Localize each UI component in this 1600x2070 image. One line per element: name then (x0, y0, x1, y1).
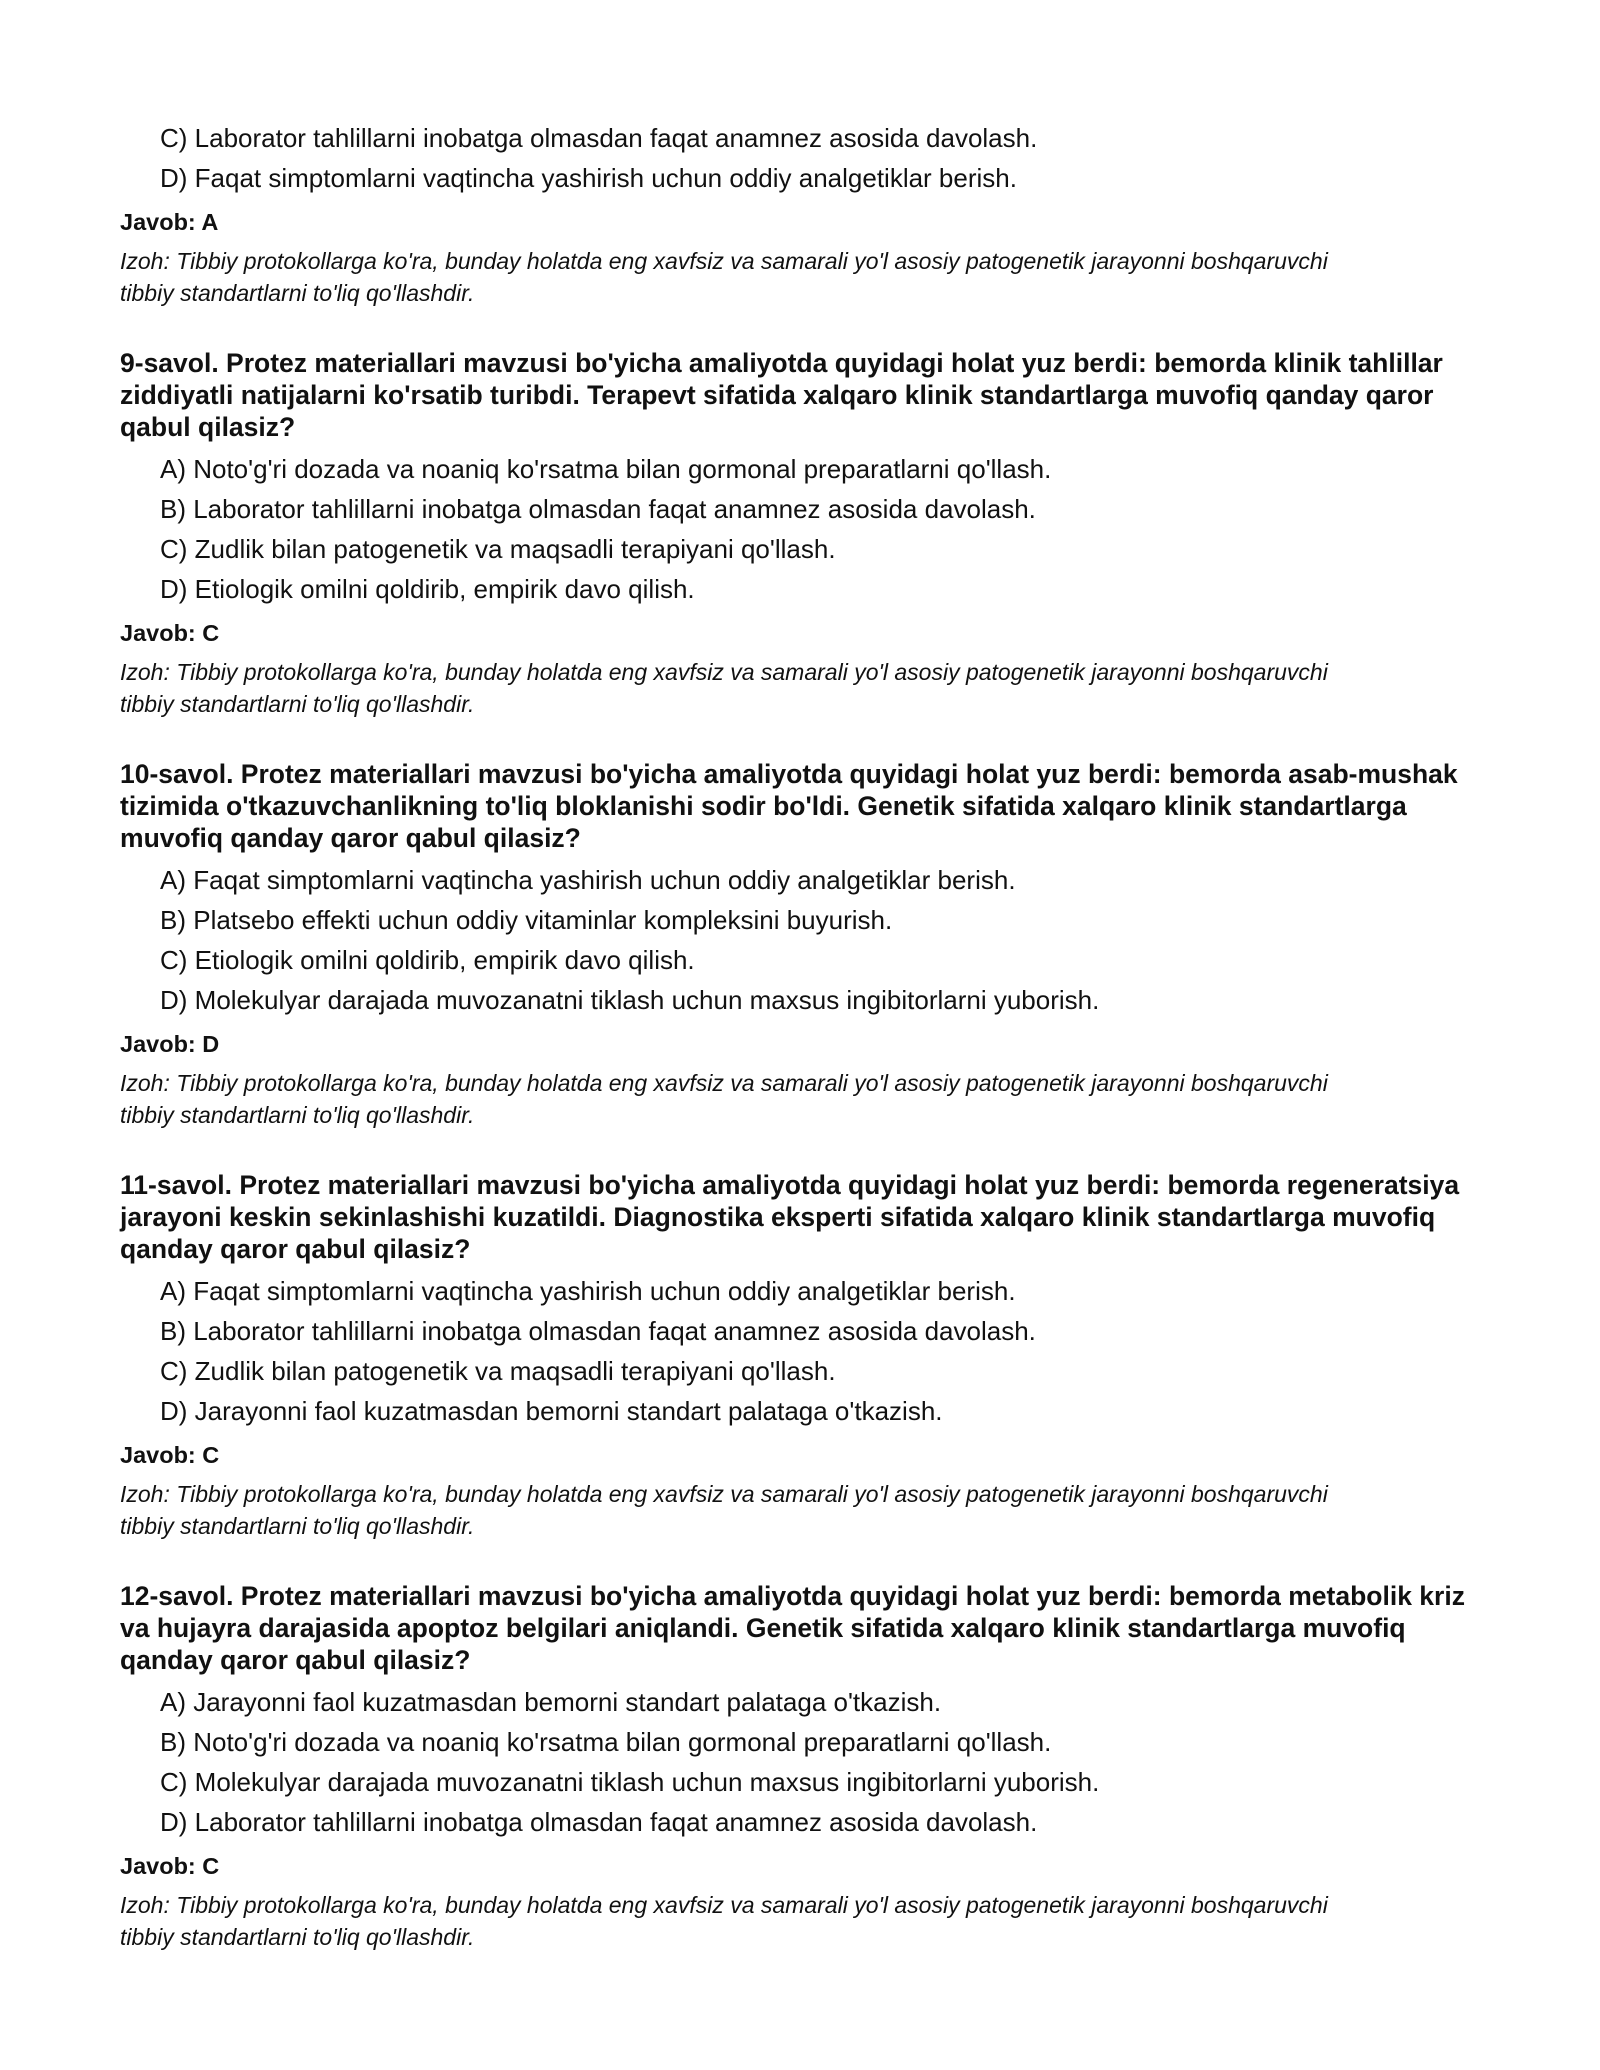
question-text: 12-savol. Protez materiallari mavzusi bo'yicha amaliyotda quyidagi holat yuz berdi: bemorda metabolik kriz va hujayra darajasida apoptoz belgilari aniqlandi. Genetik sifatida xalqaro klinik standartlarga muvofiq qanday qaror qabul qilasiz? (120, 1581, 1465, 1675)
option-d: D) Faqat simptomlarni vaqtincha yashirish uchun oddiy analgetiklar berish. (160, 163, 1017, 193)
options-list (120, 449, 1480, 609)
options-list (120, 1271, 1480, 1431)
option-c: C) Molekulyar darajada muvozanatni tiklash uchun maxsus ingibitorlarni yuborish. (160, 1767, 1100, 1797)
question-text: 9-savol. Protez materiallari mavzusi bo'yicha amaliyotda quyidagi holat yuz berdi: bemorda klinik tahlillar ziddiyatli natijalarni ko'rsatib turibdi. Terapevt sifatida xalqaro klinik standartlarga muvofiq qanday qaror qabul qilasiz? (120, 348, 1443, 442)
option-d: D) Laborator tahlillarni inobatga olmasdan faqat anamnez asosida davolash. (160, 1807, 1038, 1837)
option-d: D) Etiologik omilni qoldirib, empirik davo qilish. (160, 574, 695, 604)
question-11 (120, 1169, 1480, 1542)
answer-label: Javob: A (120, 209, 219, 235)
option-b: B) Laborator tahlillarni inobatga olmasdan faqat anamnez asosida davolash. (160, 494, 1036, 524)
explanation-note: Izoh: Tibbiy protokollarga ko'ra, bunday holatda eng xavfsiz va samarali yo'l asosiy patogenetik jarayonni boshqaruvchi tibbiy standartlarni to'liq qo'llashdir. (120, 1070, 1328, 1128)
option-a: A) Faqat simptomlarni vaqtincha yashirish uchun oddiy analgetiklar berish. (160, 1276, 1016, 1306)
question-text: 10-savol. Protez materiallari mavzusi bo'yicha amaliyotda quyidagi holat yuz berdi: bemorda asab-mushak tizimida o'tkazuvchanlikning to'liq bloklanishi sodir bo'ldi. Genetik sifatida xalqaro klinik standartlarga muvofiq qanday qaror qabul qilasiz? (120, 759, 1458, 853)
option-a: A) Noto'g'ri dozada va noaniq ko'rsatma bilan gormonal preparatlarni qo'llash. (160, 454, 1052, 484)
answer-label: Javob: C (120, 1442, 220, 1468)
options-list (120, 860, 1480, 1020)
question-12 (120, 1580, 1480, 1953)
explanation-note: Izoh: Tibbiy protokollarga ko'ra, bunday holatda eng xavfsiz va samarali yo'l asosiy patogenetik jarayonni boshqaruvchi tibbiy standartlarni to'liq qo'llashdir. (120, 1892, 1328, 1950)
answer-label: Javob: C (120, 620, 220, 646)
option-c: C) Zudlik bilan patogenetik va maqsadli terapiyani qo'llash. (160, 534, 836, 564)
explanation-note: Izoh: Tibbiy protokollarga ko'ra, bunday holatda eng xavfsiz va samarali yo'l asosiy patogenetik jarayonni boshqaruvchi tibbiy standartlarni to'liq qo'llashdir. (120, 1481, 1328, 1539)
option-b: B) Noto'g'ri dozada va noaniq ko'rsatma bilan gormonal preparatlarni qo'llash. (160, 1727, 1052, 1757)
option-a: A) Faqat simptomlarni vaqtincha yashirish uchun oddiy analgetiklar berish. (160, 865, 1016, 895)
explanation-note: Izoh: Tibbiy protokollarga ko'ra, bunday holatda eng xavfsiz va samarali yo'l asosiy patogenetik jarayonni boshqaruvchi tibbiy standartlarni to'liq qo'llashdir. (120, 659, 1328, 717)
option-c: C) Zudlik bilan patogenetik va maqsadli terapiyani qo'llash. (160, 1356, 836, 1386)
explanation-note: Izoh: Tibbiy protokollarga ko'ra, bunday holatda eng xavfsiz va samarali yo'l asosiy patogenetik jarayonni boshqaruvchi tibbiy standartlarni to'liq qo'llashdir. (120, 248, 1328, 306)
question-text: 11-savol. Protez materiallari mavzusi bo'yicha amaliyotda quyidagi holat yuz berdi: bemorda regeneratsiya jarayoni keskin sekinlashishi kuzatildi. Diagnostika eksperti sifatida xalqaro klinik standartlarga muvofiq qanday qaror qabul qilasiz? (120, 1170, 1460, 1264)
options-list (120, 1682, 1480, 1842)
answer-label: Javob: D (120, 1031, 220, 1057)
answer-label: Javob: C (120, 1853, 220, 1879)
option-b: B) Laborator tahlillarni inobatga olmasdan faqat anamnez asosida davolash. (160, 1316, 1036, 1346)
option-d: D) Jarayonni faol kuzatmasdan bemorni standart palataga o'tkazish. (160, 1396, 943, 1426)
option-b: B) Platsebo effekti uchun oddiy vitaminlar kompleksini buyurish. (160, 905, 893, 935)
question-9 (120, 347, 1480, 720)
option-a: A) Jarayonni faol kuzatmasdan bemorni standart palataga o'tkazish. (160, 1687, 942, 1717)
option-c: C) Etiologik omilni qoldirib, empirik davo qilish. (160, 945, 695, 975)
question-8-continuation (120, 118, 1480, 309)
options-list (120, 118, 1480, 198)
option-c: C) Laborator tahlillarni inobatga olmasdan faqat anamnez asosida davolash. (160, 123, 1038, 153)
option-d: D) Molekulyar darajada muvozanatni tiklash uchun maxsus ingibitorlarni yuborish. (160, 985, 1100, 1015)
question-10 (120, 758, 1480, 1131)
